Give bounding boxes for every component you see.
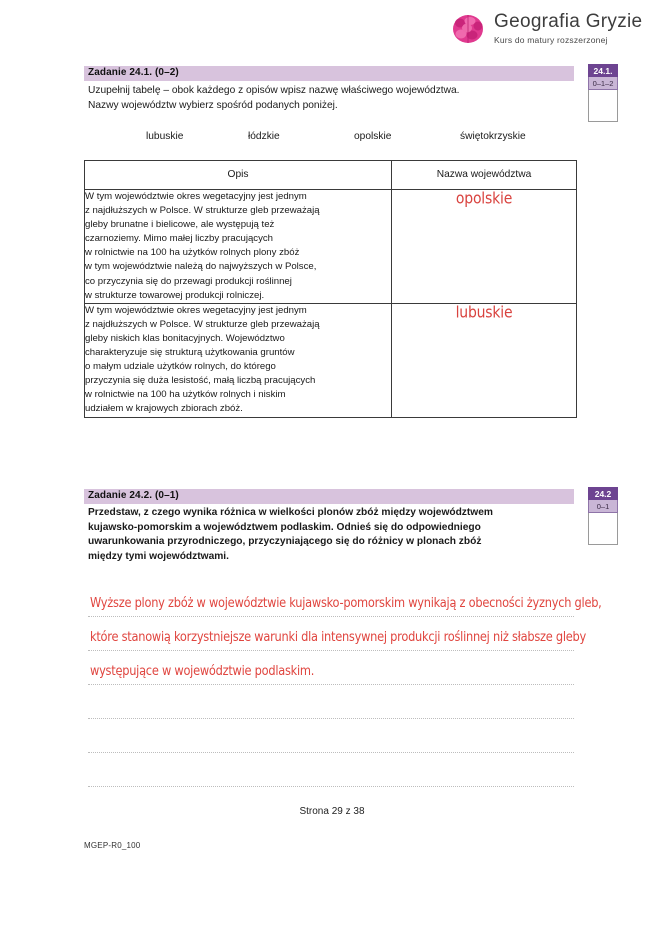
brain-icon [450,12,486,46]
column-header-opis: Opis [85,161,392,190]
description-line: przyczynia się duża lesistość, małą liczbą pracujących [85,375,316,387]
description-line: W tym województwie okres wegetacyjny jest jednym [85,191,307,202]
handwritten-answer-line: które stanowią korzystniejsze warunki dla intensywnej produkcji roślinnej niż słabsze gleby [90,628,587,645]
task-2-instruction-line: między tymi województwami. [88,550,229,562]
description-line: W tym województwie okres wegetacyjny jest jednym [85,304,307,316]
choice-word: lubuskie [146,131,184,142]
description-line: gleby brunatne i bielicowe, ale występują też [85,219,275,231]
score-box-number: 24.2 [588,487,618,500]
choice-word: świętokrzyskie [460,131,526,142]
description-line: w strukturze towarowej produkcji rolniczej. [85,289,265,301]
document-code: MGEP-R0_100 [84,841,141,850]
description-line: z najdłuższych w Polsce. W strukturze gleb przeważają [85,318,320,330]
answer-cell[interactable] [392,303,577,417]
brand-title: Geografia Gryzie [494,11,643,32]
score-box-value[interactable] [588,90,618,122]
page-number: Strona 29 z 38 [299,806,365,817]
description-cell [85,303,392,417]
dotted-rule [88,650,574,651]
task-1-header: Zadanie 24.1. (0–2) [84,66,574,81]
table-header-row [85,161,577,190]
task-1-instruction [88,84,574,113]
score-box-range: 0–1–2 [588,77,618,90]
score-box-range: 0–1 [588,500,618,513]
choice-word: łódzkie [248,131,280,142]
description-line: w tym województwie należą do najwyższych w Polsce, [85,261,317,273]
answer-cell[interactable] [392,190,577,304]
answer-line[interactable] [88,764,574,798]
task-2-instruction-line: uwarunkowania przyrodniczego, przyczyniającego się do różnicy w plonach zbóż [88,536,482,548]
dotted-rule [88,752,574,753]
answer-line[interactable] [88,696,574,730]
handwritten-answer: opolskie [455,190,513,208]
column-header-nazwa: Nazwa województwa [392,161,577,190]
description-line: z najdłuższych w Polsce. W strukturze gleb przeważają [85,205,320,217]
table-row [85,303,577,417]
answer-line[interactable] [88,730,574,764]
brand-subtitle: Kurs do matury rozszerzonej [494,35,608,45]
handwritten-answer-line: Wyższe plony zbóż w województwie kujawsko-pomorskim wynikają z obecności żyznych gleb, [90,594,602,611]
dotted-rule [88,684,574,685]
answer-table [84,160,577,418]
score-box-value[interactable] [588,513,618,545]
handwritten-answer-line: występujące w województwie podlaskim. [90,662,315,679]
score-box-task-1 [588,64,618,122]
description-cell [85,190,392,304]
description-line: o małym udziale użytków rolnych, do którego [85,361,276,373]
answer-line[interactable] [88,594,602,628]
description-line: gleby niskich klas bonitacyjnych. Województwo [85,332,285,344]
description-line: czarnoziemy. Mimo małej liczby pracujących [85,233,274,245]
task-1-choices [88,131,574,142]
choice-word: opolskie [354,131,392,142]
brand-text [494,12,642,46]
task-2-instruction-line: Przedstaw, z czego wynika różnica w wielkości plonów zbóż między województwem [88,507,493,518]
task-2-header: Zadanie 24.2. (0–1) [84,489,574,504]
description-line: w rolnictwie na 100 ha użytków rolnych i niskim [85,389,286,401]
task-1-instruction-line: Nazwy województw wybierz spośród podanych poniżej. [88,99,338,111]
score-box-task-2 [588,487,618,545]
brand-logo [450,6,656,52]
description-line: w rolnictwie na 100 ha użytków rolnych plony zbóż [85,247,300,259]
description-line: charakteryzuje się strukturą użytkowania gruntów [85,347,295,359]
handwritten-answer: lubuskie [455,303,513,322]
answer-line[interactable] [88,662,574,696]
table-row [85,190,577,304]
description-line: co przyczynia się do przewagi produkcji roślinnej [85,275,292,287]
task-1-instruction-line: Uzupełnij tabelę – obok każdego z opisów wpisz nazwę właściwego województwa. [88,85,460,96]
dotted-rule [88,718,574,719]
task-2-answer-area[interactable] [88,594,602,798]
dotted-rule [88,786,574,787]
task-2-instruction [88,506,574,564]
description-line: udziałem w krajowych zbiorach zbóż. [85,403,243,415]
score-box-number: 24.1. [588,64,618,77]
task-2-instruction-line: kujawsko-pomorskim a województwem podlaskim. Odnieś się do odpowiedniego [88,521,481,533]
answer-line[interactable] [88,628,587,662]
dotted-rule [88,616,574,617]
